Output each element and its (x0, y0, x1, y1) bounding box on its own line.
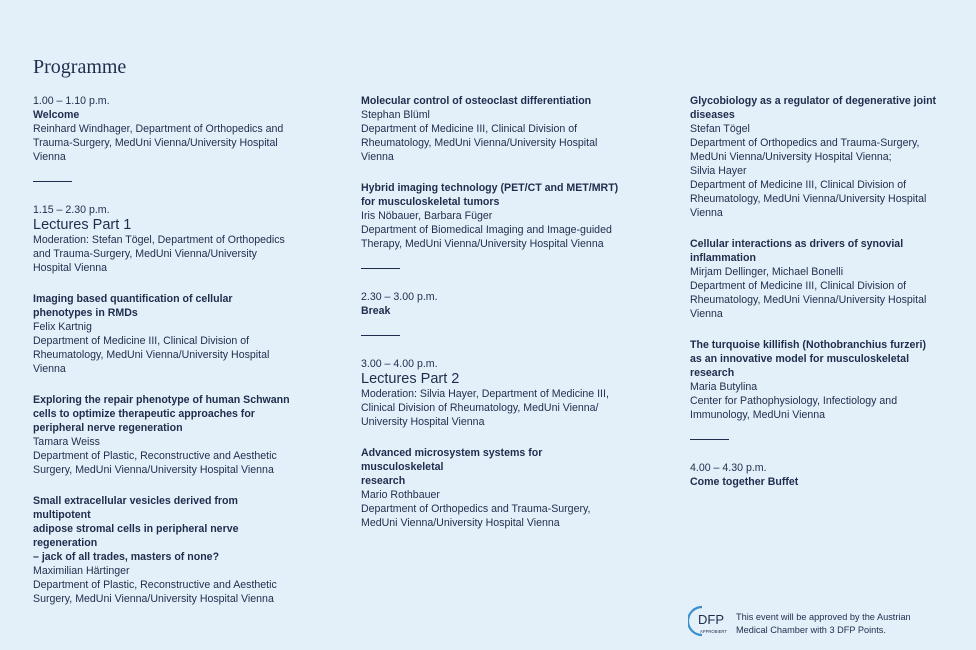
divider (690, 439, 729, 440)
speaker: Mirjam Dellinger, Michael Bonelli (690, 266, 844, 278)
speaker: Felix Kartnig (33, 321, 92, 333)
programme-column-1 (33, 94, 298, 623)
break-block (361, 290, 626, 318)
lecture-item: Cellular interactions as drivers of synovial inflammation Mirjam Dellinger, Michael Bonelli Department of Medicine III, Clinical Division of Rheumatology, MedUni Vienna/University Hospital Vienna (690, 237, 955, 321)
lecture-item: Molecular control of osteoclast differentiation Stephan Blüml Department of Medicine III, Clinical Division of Rheumatology, MedUni Vienna/University Hospital Vienna (361, 94, 626, 164)
programme-column-2 (361, 94, 626, 547)
dfp-logo-subtext: APPROBIERT (700, 629, 727, 634)
lecture-title: Glycobiology as a regulator of degenerative joint (690, 95, 937, 107)
lecture-title: Imaging based quantification of cellular (33, 293, 233, 305)
lecture-title: Molecular control of osteoclast differentiation (361, 95, 592, 107)
session-heading: Lectures Part 1 (33, 217, 132, 233)
speaker: Iris Nöbauer, Barbara Füger (361, 210, 493, 222)
buffet-block (690, 461, 955, 489)
session-time: 1.00 – 1.10 p.m. (33, 95, 110, 107)
speaker: Maximilian Härtinger (33, 565, 130, 577)
speaker: Stephan Blüml (361, 109, 430, 121)
lectures-part-1-block: 1.15 – 2.30 p.m. Lectures Part 1 Moderation: Stefan Tögel, Department of Orthopedics and Trauma-Surgery, MedUni Vienna/University Hospital Vienna (33, 203, 298, 275)
session-time: 4.00 – 4.30 p.m. (690, 462, 767, 474)
lecture-item: Hybrid imaging technology (PET/CT and MET/MRT) for musculoskeletal tumors Iris Nöbauer, Barbara Füger Department of Biomedical Imaging and Image-guided Therapy, MedUni Vienna/University Hospital Vienna (361, 181, 626, 251)
dfp-logo-text: DFP (698, 612, 724, 627)
session-title: Welcome (33, 109, 80, 121)
speaker: Maria Butylina (690, 381, 758, 393)
session-title: Come together Buffet (690, 476, 799, 488)
lecture-item: Glycobiology as a regulator of degenerative joint diseases Stefan Tögel Department of Orthopedics and Trauma-Surgery, MedUni Vienna/University Hospital Vienna; Silvia Hayer Department of Medicine III, Clinical Division of Rheumatology, MedUni Vienna/University Hospital Vienna (690, 94, 955, 220)
lecture-item: The turquoise killifish (Nothobranchius furzeri) as an innovative model for musculoskeletal research Maria Butylina Center for Pathophysiology, Infectiology and Immunology, MedUni Vienna (690, 338, 955, 422)
dfp-notice: This event will be approved by the Austrian Medical Chamber with 3 DFP Points. (736, 612, 911, 635)
lecture-item: Advanced microsystem systems for musculoskeletal research Mario Rothbauer Department of Orthopedics and Trauma-Surgery, MedUni Vienna/University Hospital Vienna (361, 446, 626, 530)
lecture-item: Exploring the repair phenotype of human Schwann cells to optimize therapeutic approaches for peripheral nerve regeneration Tamara Weiss Department of Plastic, Reconstructive and Aesthetic Surgery, MedUni Vienna/University Hospital Vienna (33, 393, 298, 477)
dfp-logo-icon (688, 604, 730, 638)
speaker: Tamara Weiss (33, 436, 100, 448)
session-time: 1.15 – 2.30 p.m. (33, 204, 110, 216)
lecture-title: The turquoise killifish (Nothobranchius furzeri) (690, 339, 927, 351)
speaker: Stefan Tögel (690, 123, 750, 135)
lecture-item: Imaging based quantification of cellular phenotypes in RMDs Felix Kartnig Department of Medicine III, Clinical Division of Rheumatology, MedUni Vienna/University Hospital Vienna (33, 292, 298, 376)
lecture-item: Small extracellular vesicles derived from multipotent adipose stromal cells in peripheral nerve regeneration – jack of all trades, masters of none? Maximilian Härtinger Department of Plastic, Reconstructive and Aesthetic Surgery, MedUni Vienna/University Hospital Vienna (33, 494, 298, 606)
lecture-title: Advanced microsystem systems for musculoskeletal (361, 447, 543, 473)
lecture-title: Exploring the repair phenotype of human Schwann (33, 394, 290, 406)
divider (361, 335, 400, 336)
session-time: 2.30 – 3.00 p.m. (361, 291, 438, 303)
lecture-title: Hybrid imaging technology (PET/CT and MET/MRT) (361, 182, 619, 194)
speaker: Mario Rothbauer (361, 489, 440, 501)
session-time: 3.00 – 4.00 p.m. (361, 358, 438, 370)
lecture-title: Small extracellular vesicles derived from multipotent (33, 495, 238, 521)
dfp-footer (688, 604, 948, 638)
programme-column-3 (690, 94, 955, 506)
session-title: Break (361, 305, 391, 317)
lecture-title: Cellular interactions as drivers of synovial (690, 238, 904, 250)
speaker: Silvia Hayer (690, 165, 747, 177)
page-title: Programme (33, 56, 127, 78)
session-heading: Lectures Part 2 (361, 371, 460, 387)
divider (33, 181, 72, 182)
lectures-part-2-block: 3.00 – 4.00 p.m. Lectures Part 2 Moderation: Silvia Hayer, Department of Medicine III, Clinical Division of Rheumatology, MedUni Vienna/ University Hospital Vienna (361, 357, 626, 429)
divider (361, 268, 400, 269)
welcome-block: 1.00 – 1.10 p.m. Welcome Reinhard Windhager, Department of Orthopedics and Trauma-Surgery, MedUni Vienna/University Hospital Vienna (33, 94, 298, 164)
